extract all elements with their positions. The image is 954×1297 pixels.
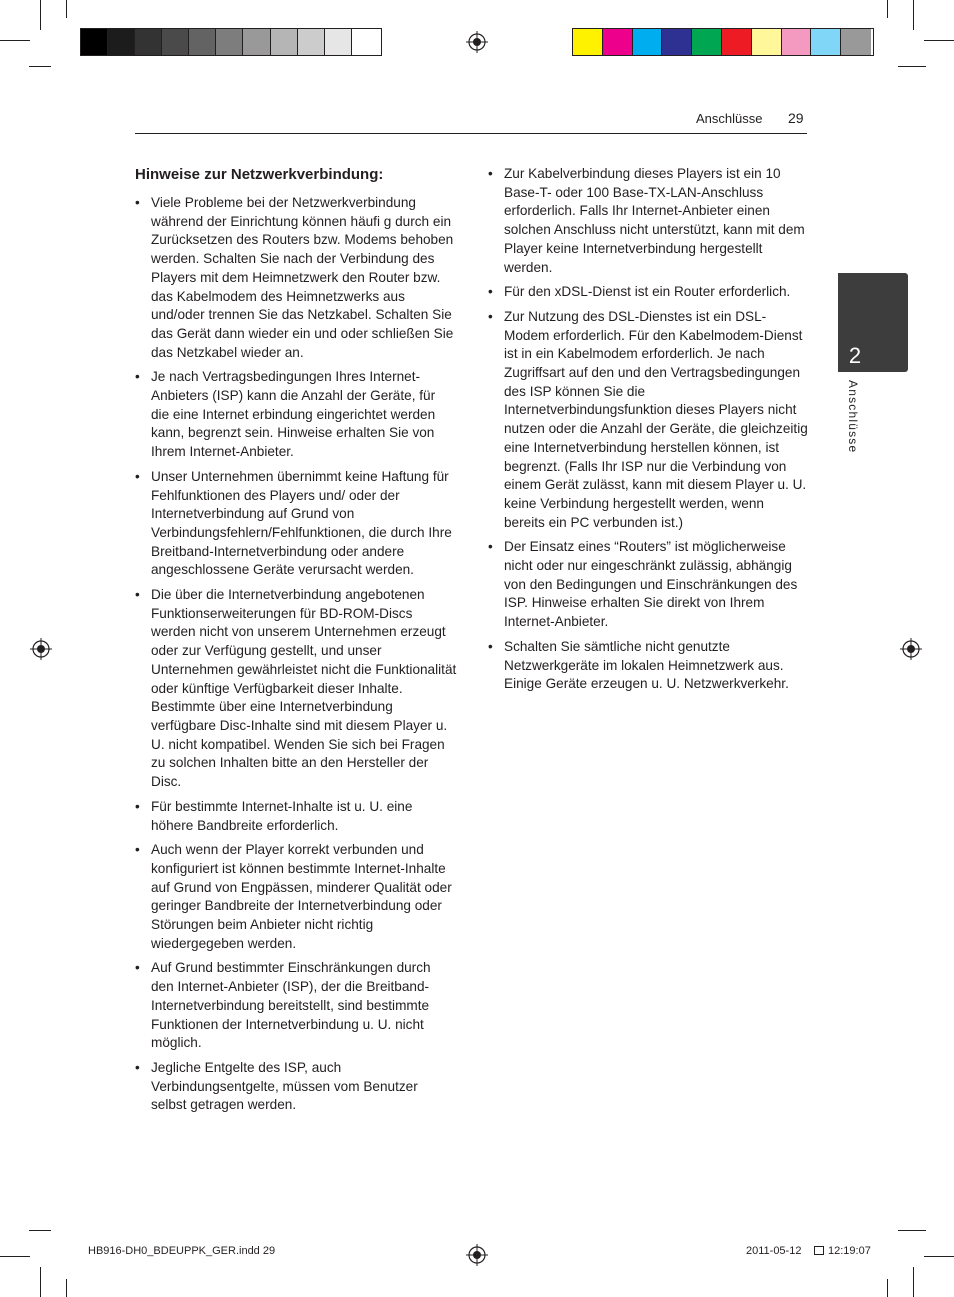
header-rule <box>135 133 807 134</box>
bullet-item <box>488 638 808 694</box>
color-swatch <box>108 29 135 55</box>
color-swatch <box>271 29 298 55</box>
color-swatch <box>189 29 216 55</box>
crop-mark <box>66 1279 67 1297</box>
bullet-item <box>488 165 808 277</box>
chapter-tab-label: Anschlüsse <box>846 380 860 454</box>
bullet-icon: • <box>135 195 140 210</box>
bullet-item <box>488 283 808 302</box>
color-swatch <box>782 29 812 55</box>
registration-mark-icon <box>466 31 488 53</box>
bullet-item <box>135 586 457 792</box>
footer-filename: HB916-DH0_BDEUPPK_GER.indd 29 <box>88 1245 276 1257</box>
right-column <box>488 165 808 700</box>
grayscale-color-bar <box>80 28 382 56</box>
registration-mark-icon <box>30 638 52 660</box>
bullet-text: Der Einsatz eines “Routers” ist möglicherweise nicht oder nur eingeschränkt zulässig, abhängig von den Bedingungen und Einschränkungen des ISP. Hinweise erhalten Sie direkt von Ihrem Internet-Anbieter. <box>504 539 798 630</box>
bullet-item <box>135 841 457 953</box>
color-swatch <box>298 29 325 55</box>
bullet-icon: • <box>135 798 140 814</box>
section-heading: Hinweise zur Netzwerkverbindung: <box>135 166 384 183</box>
bullet-text: Auch wenn der Player korrekt verbunden und konfiguriert ist können bestimmte Internet-Inhalte auf Grund von Engpässen, minderer Qualität oder geringer Bandbreite der Internetverbindung oder Störungen beim Anbieter nicht richtig wiedergegeben werden. <box>151 842 452 951</box>
bullet-icon: • <box>488 539 493 555</box>
crop-mark <box>887 0 888 18</box>
color-swatch <box>243 29 270 55</box>
bullet-icon: • <box>488 166 493 181</box>
bullet-item <box>135 1059 457 1115</box>
crop-mark <box>40 0 41 30</box>
color-swatch <box>135 29 162 55</box>
crop-mark <box>924 1256 954 1257</box>
right-bullet-list <box>488 165 808 694</box>
bullet-text: Zur Kabelverbindung dieses Players ist ein 10 Base-T- oder 100 Base-TX-LAN-Anschluss erforderlich. Falls Ihr Internet-Anbieter einen solchen Anschluss nicht unterstützt, kann mit dem Player keine Internetverbindung hergestellt werden. <box>504 166 805 275</box>
crop-mark <box>29 66 51 67</box>
crop-mark <box>924 40 954 41</box>
crop-mark <box>913 1267 914 1297</box>
color-swatch <box>325 29 352 55</box>
chapter-tab-number: 2 <box>848 343 862 368</box>
bullet-icon: • <box>135 587 140 603</box>
bullet-item <box>135 194 457 362</box>
color-swatch <box>603 29 633 55</box>
running-header-section: Anschlüsse <box>696 111 763 126</box>
crop-mark <box>898 1230 926 1231</box>
footer-date: 2011-05-12 <box>746 1245 802 1257</box>
bullet-text: Je nach Vertragsbedingungen Ihres Internet-Anbieters (ISP) kann die Anzahl der Geräte, für die eine Internet erbindung eingerichtet werden kann, begrenzt sein. Hinweise erhalten Sie von Ihrem Internet-Anbieter. <box>151 369 436 460</box>
color-swatch <box>692 29 722 55</box>
color-swatch <box>662 29 692 55</box>
color-swatch <box>162 29 189 55</box>
bullet-icon: • <box>135 369 140 385</box>
crop-mark <box>66 0 67 18</box>
bullet-text: Jegliche Entgelte des ISP, auch Verbindungsentgelte, müssen vom Benutzer selbst getragen werden. <box>151 1059 418 1113</box>
bullet-text: Unser Unternehmen übernimmt keine Haftung für Fehlfunktionen des Players und/ oder der Internetverbindung auf Grund von Verbindungsfehlern/Fehlfunktionen, die durch Ihre Breitband-Internetverbindung oder andere angeschlossene Geräte verursacht werden. <box>151 468 452 578</box>
color-swatch <box>722 29 752 55</box>
bullet-icon: • <box>488 308 493 324</box>
bullet-text: Für den xDSL-Dienst ist ein Router erforderlich. <box>504 284 791 300</box>
bullet-item <box>135 468 457 580</box>
bullet-icon: • <box>135 842 140 858</box>
bullet-item <box>488 308 808 532</box>
bullet-item <box>135 959 457 1053</box>
bullet-text: Auf Grund bestimmter Einschränkungen durch den Internet-Anbieter (ISP), der die Breitband-Internetverbindung bereitstellt, sind bestimmte Funktionen der Internetverbindung u. U. nicht möglich. <box>151 960 431 1051</box>
bullet-text: Viele Probleme bei der Netzwerkverbindung während der Einrichtung können häufi g durch ein Zurücksetzen des Routers bzw. Modems behoben werden. Schalten Sie nach der Verbindung des Players mit dem Heimnetzwerk den Router bzw. das Kabelmodem des Heimnetzwerks aus und/oder trennen Sie das Netzkabel. Schalten Sie das Gerät dann wieder ein und oder schließen Sie das Netzkabel wieder an. <box>151 195 454 360</box>
registration-mark-icon <box>466 1244 488 1266</box>
bullet-icon: • <box>488 638 493 654</box>
crop-mark <box>29 1230 51 1231</box>
color-swatch <box>81 29 108 55</box>
bullet-item <box>488 538 808 632</box>
color-swatch <box>811 29 841 55</box>
crop-mark <box>0 1256 30 1257</box>
color-swatch <box>841 29 871 55</box>
bullet-icon: • <box>135 960 140 976</box>
bullet-text: Für bestimmte Internet-Inhalte ist u. U. eine höhere Bandbreite erforderlich. <box>151 798 413 833</box>
color-swatch <box>573 29 603 55</box>
page-number: 29 <box>788 110 804 126</box>
crop-mark <box>40 1267 41 1297</box>
bullet-text: Zur Nutzung des DSL-Dienstes ist ein DSL-Modem erforderlich. Für den Kabelmodem-Dienst ist in ein Kabelmodem erforderlich. Je nach Zugriffsart auf den und den Vertragsbedingungen des ISP können Sie die Internetverbindungsfunktion dieses Players nicht nutzen oder die Anzahl der Geräte, die gleichzeitig eine Internetverbindung herstellen können, ist begrenzt. (Falls Ihr ISP nur die Verbindung von einem Gerät zulässt, kann mit diesem Player u. U. keine Verbindung hergestellt werden, wenn bereits ein PC verbunden ist.) <box>504 308 808 530</box>
registration-mark-icon <box>900 638 922 660</box>
bullet-icon: • <box>488 284 493 300</box>
crop-mark <box>898 66 926 67</box>
left-bullet-list <box>135 194 457 1115</box>
crop-mark <box>887 1279 888 1297</box>
color-swatch <box>752 29 782 55</box>
color-swatch <box>216 29 243 55</box>
bullet-item <box>135 798 457 835</box>
crop-mark <box>0 40 30 41</box>
bullet-icon: • <box>135 468 140 484</box>
footer-glyph-icon <box>814 1246 824 1255</box>
bullet-text: Die über die Internetverbindung angebotenen Funktionserweiterungen für BD-ROM-Discs werden nicht von unserem Unternehmen erzeugt oder zur Verfügung gestellt, und unser Unternehmen gewährleistet nicht die Funktionalität oder künftige Verfügbarkeit dieser Inhalte. Bestimmte über eine Internetverbindung verfügbare Disc-Inhalte sind mit diesem Player u. U. nicht kompatibel. Wenden Sie sich bei Fragen zu solchen Inhalten bitte an den Hersteller der Disc. <box>151 587 457 790</box>
process-color-bar <box>572 28 874 56</box>
color-swatch <box>633 29 663 55</box>
left-column <box>135 194 457 1121</box>
bullet-item <box>135 368 457 462</box>
bullet-text: Schalten Sie sämtliche nicht genutzte Netzwerkgeräte im lokalen Heimnetzwerk aus. Einige Geräte erzeugen u. U. Netzwerkverkehr. <box>504 638 789 692</box>
crop-mark <box>913 0 914 30</box>
bullet-icon: • <box>135 1059 140 1075</box>
footer-time: 12:19:07 <box>828 1245 871 1257</box>
color-swatch <box>352 29 379 55</box>
